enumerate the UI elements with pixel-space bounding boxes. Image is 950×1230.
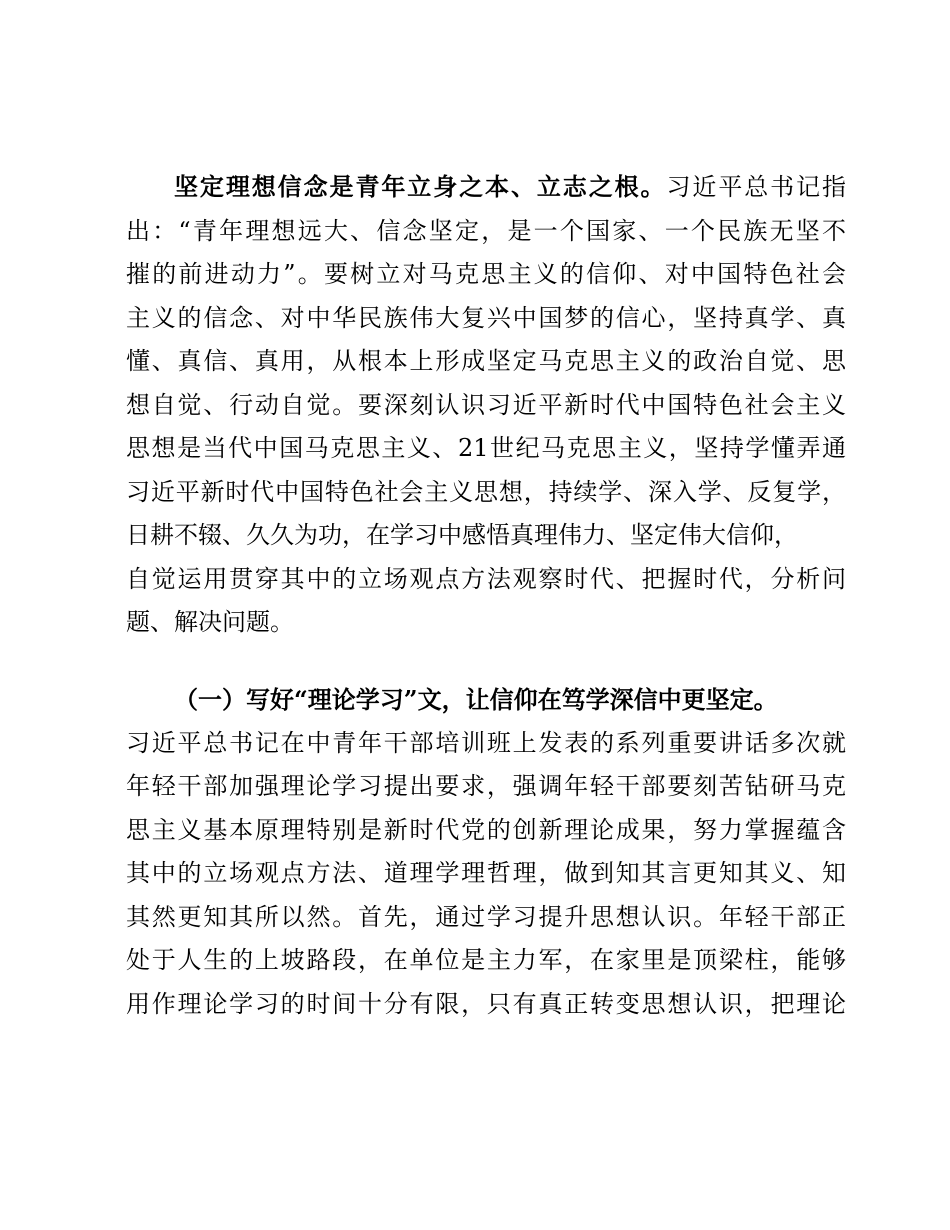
paragraph-theory-study (126, 678, 846, 1026)
paragraph-last-line: 题、解决问题。 (126, 608, 294, 636)
paragraph-line: 用作理论学习的时间十分有限，只有真正转变思想认识，把理论 (126, 989, 846, 1018)
paragraph-line: 思想是当代中国马克思主义、21世纪马克思主义，坚持学懂弄通 (126, 434, 846, 462)
paragraph-line: 处于人生的上坡路段，在单位是主力军，在家里是顶梁柱，能够 (126, 946, 846, 974)
paragraph-line: 想自觉、行动自觉。要深刻认识习近平新时代中国特色社会主义 (126, 390, 846, 419)
paragraph-line: 主义的信念、对中华民族伟大复兴中国梦的信心，坚持真学、真 (126, 303, 846, 332)
paragraph-line: 其然更知其所以然。首先，通过学习提升思想认识。年轻干部正 (126, 902, 846, 931)
paragraph-line: 年轻干部加强理论学习提出要求，强调年轻干部要刻苦钻研马克 (126, 772, 846, 800)
paragraph-line: 自觉运用贯穿其中的立场观点方法观察时代、把握时代，分析问 (126, 564, 846, 593)
paragraph-line: 习近平总书记在中青年干部培训班上发表的系列重要讲话多次就 (126, 728, 846, 757)
paragraph-line: 摧的前进动力”。要树立对马克思主义的信仰、对中国特色社会 (126, 260, 846, 288)
paragraph-ideals-and-beliefs (126, 166, 846, 645)
paragraph-heading: 坚定理想信念是青年立身之本、立志之根。 (174, 173, 667, 201)
paragraph-line: 思主义基本原理特别是新时代党的创新理论成果，努力掌握蕴含 (126, 815, 846, 844)
paragraph-first-line (126, 166, 846, 210)
paragraph-text: 习近平总书记指 (666, 173, 847, 201)
paragraph-line: 出：“青年理想远大、信念坚定，是一个国家、一个民族无坚不 (126, 216, 846, 245)
paragraph-line: 懂、真信、真用，从根本上形成坚定马克思主义的政治自觉、思 (126, 347, 846, 375)
paragraph-line: 日耕不辍、久久为功，在学习中感悟真理伟力、坚定伟大信仰， (126, 521, 798, 549)
section-heading-line (126, 678, 846, 722)
paragraph-line: 其中的立场观点方法、道理学理哲理，做到知其言更知其义、知 (126, 859, 846, 887)
section-heading: （一）写好“理论学习”文，让信仰在笃学深信中更坚定。 (174, 685, 778, 714)
paragraph-line: 习近平新时代中国特色社会主义思想，持续学、深入学、反复学， (126, 477, 846, 506)
